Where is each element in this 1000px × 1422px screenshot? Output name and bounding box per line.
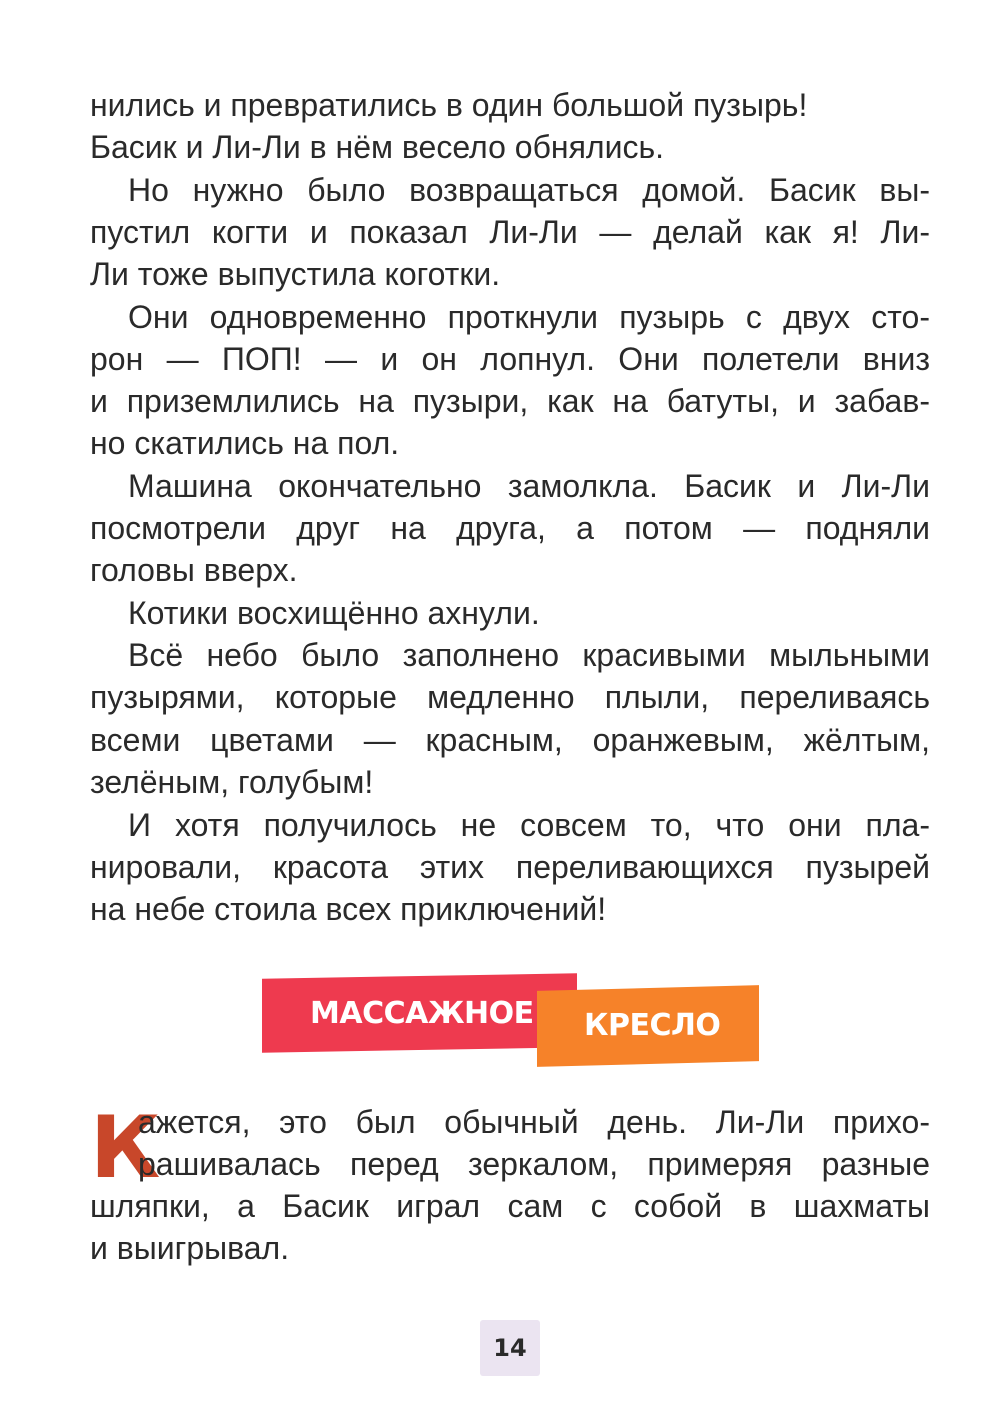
- text-line: Но нужно было возвращаться домой. Басик вы-: [128, 172, 930, 208]
- text-line: головы вверх.: [90, 552, 298, 588]
- heading-word-2: КРЕСЛО: [584, 1008, 721, 1043]
- page-number-badge: [480, 1320, 540, 1376]
- text-line: посмотрели друг на друга, а потом — подняли: [90, 510, 930, 546]
- heading-word-1: МАССАЖНОЕ: [310, 996, 534, 1031]
- text-line: рон — ПОП! — и он лопнул. Они полетели вниз: [90, 341, 930, 377]
- text-line: нировали, красота этих переливающихся пузырей: [90, 849, 930, 885]
- text-line: Они одновременно проткнули пузырь с двух сто-: [128, 299, 930, 335]
- text-line: на небе стоила всех приключений!: [90, 891, 607, 927]
- text-line: Котики восхищённо ахнули.: [128, 595, 540, 631]
- text-line: и выигрывал.: [90, 1230, 290, 1266]
- text-line: И хотя получилось не совсем то, что они пла-: [128, 807, 930, 843]
- drop-cap: К: [90, 1098, 161, 1198]
- text-line: шляпки, а Басик играл сам с собой в шахматы: [90, 1188, 930, 1224]
- text-line: всеми цветами — красным, оранжевым, жёлтым,: [90, 722, 930, 758]
- chapter-heading: [262, 968, 762, 1068]
- text-line: но скатились на пол.: [90, 425, 400, 461]
- text-line: пузырями, которые медленно плыли, переливаясь: [90, 679, 930, 715]
- text-line: и приземлились на пузыри, как на батуты, и забав-: [90, 383, 930, 419]
- text-line: рашивалась перед зеркалом, примеряя разные: [138, 1146, 930, 1182]
- text-line: пустил когти и показал Ли-Ли — делай как я! Ли-: [90, 214, 930, 250]
- text-line: Ли тоже выпустила коготки.: [90, 256, 501, 292]
- page-number: 14: [493, 1334, 527, 1362]
- text-line: Всё небо было заполнено красивыми мыльными: [128, 637, 930, 673]
- text-line: нились и превратились в один большой пузырь!: [90, 87, 808, 123]
- text-line: зелёным, голубым!: [90, 764, 374, 800]
- text-line: ажется, это был обычный день. Ли-Ли прихо-: [138, 1104, 930, 1140]
- text-line: Машина окончательно замолкла. Басик и Ли-Ли: [128, 468, 930, 504]
- text-line: Басик и Ли-Ли в нём весело обнялись.: [90, 129, 664, 165]
